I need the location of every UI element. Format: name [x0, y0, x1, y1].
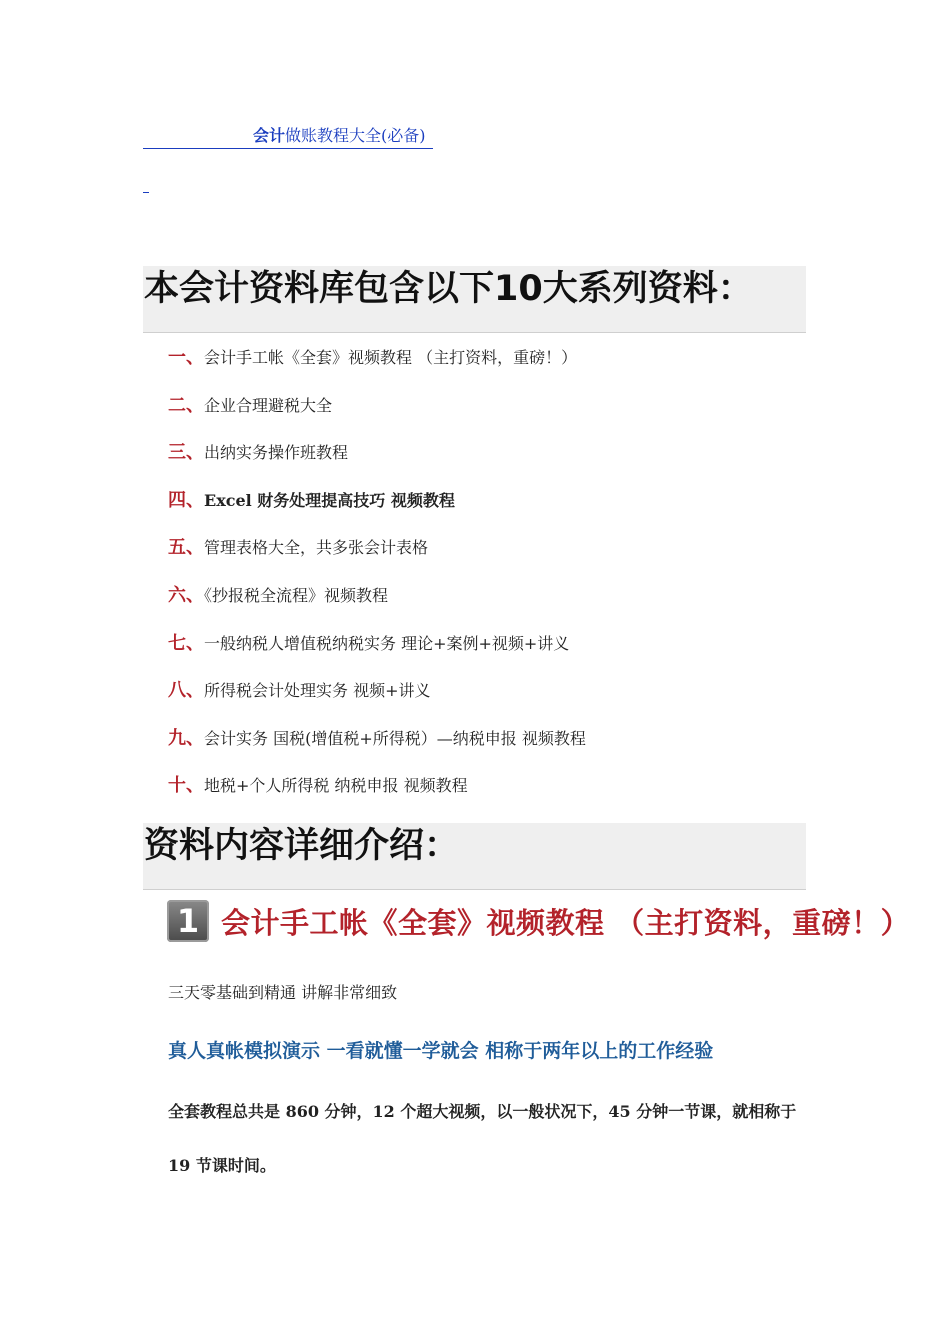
tutorial-title-link[interactable] [143, 124, 433, 149]
list-text: 会计实务 国税(增值税+所得税）—纳税申报 视频教程 [204, 728, 586, 748]
list-text: 管理表格大全，共多张会计表格 [204, 538, 429, 558]
list-number: 一、 [168, 347, 204, 368]
section-1-heading [167, 900, 910, 946]
list-item [168, 678, 586, 726]
section-1-title: 会计手工帐《全套》视频教程 （主打资料，重磅！） [221, 905, 911, 940]
list-number: 八、 [168, 680, 204, 702]
list-text: 所得税会计处理实务 视频+讲义 [204, 681, 431, 701]
duration-line-cont: 19 节课时间。 [168, 1156, 276, 1175]
link-rest-text: 做账教程大全(必备) [285, 126, 426, 145]
empty-link[interactable] [143, 180, 149, 193]
list-number: 十、 [168, 775, 204, 797]
list-text: 地税+个人所得税 纳税申报 视频教程 [204, 776, 468, 796]
list-number: 七、 [168, 632, 204, 654]
list-number: 五、 [168, 537, 204, 559]
list-item [168, 583, 586, 631]
list-number: 二、 [168, 394, 204, 416]
list-text: Excel 财务处理提高技巧 视频教程 [204, 490, 455, 510]
list-text: 企业合理避税大全 [204, 395, 333, 415]
list-item [168, 535, 586, 583]
number-badge: 1 [167, 900, 209, 942]
intro-line: 三天零基础到精通 讲解非常细致 [168, 983, 398, 1002]
list-item [168, 773, 586, 821]
list-number: 六、 [168, 584, 204, 606]
series-banner: 本会计资料库包含以下10大系列资料： [143, 266, 806, 333]
details-banner: 资料内容详细介绍： [143, 823, 806, 890]
list-item [168, 488, 586, 536]
list-number: 四、 [168, 489, 204, 511]
list-number: 三、 [168, 442, 204, 464]
highlight-line: 真人真帐模拟演示 一看就懂一学就会 相称于两年以上的工作经验 [168, 1040, 714, 1062]
list-text: 出纳实务操作班教程 [204, 443, 349, 463]
list-item [168, 345, 586, 393]
list-text: 《抄报税全流程》视频教程 [204, 585, 389, 605]
list-item [168, 726, 586, 774]
list-item [168, 631, 586, 679]
duration-line: 全套教程总共是 860 分钟，12 个超大视频，以一般状况下，45 分钟一节课，就相称于 [168, 1102, 797, 1121]
list-text: 一般纳税人增值税纳税实务 理论+案例+视频+讲义 [204, 633, 570, 653]
series-list [168, 345, 586, 821]
link-bold-text: 会计 [253, 126, 286, 145]
list-text: 会计手工帐《全套》视频教程 （主打资料，重磅！） [204, 348, 578, 367]
list-number: 九、 [168, 727, 204, 749]
list-item [168, 393, 586, 441]
list-item [168, 440, 586, 488]
